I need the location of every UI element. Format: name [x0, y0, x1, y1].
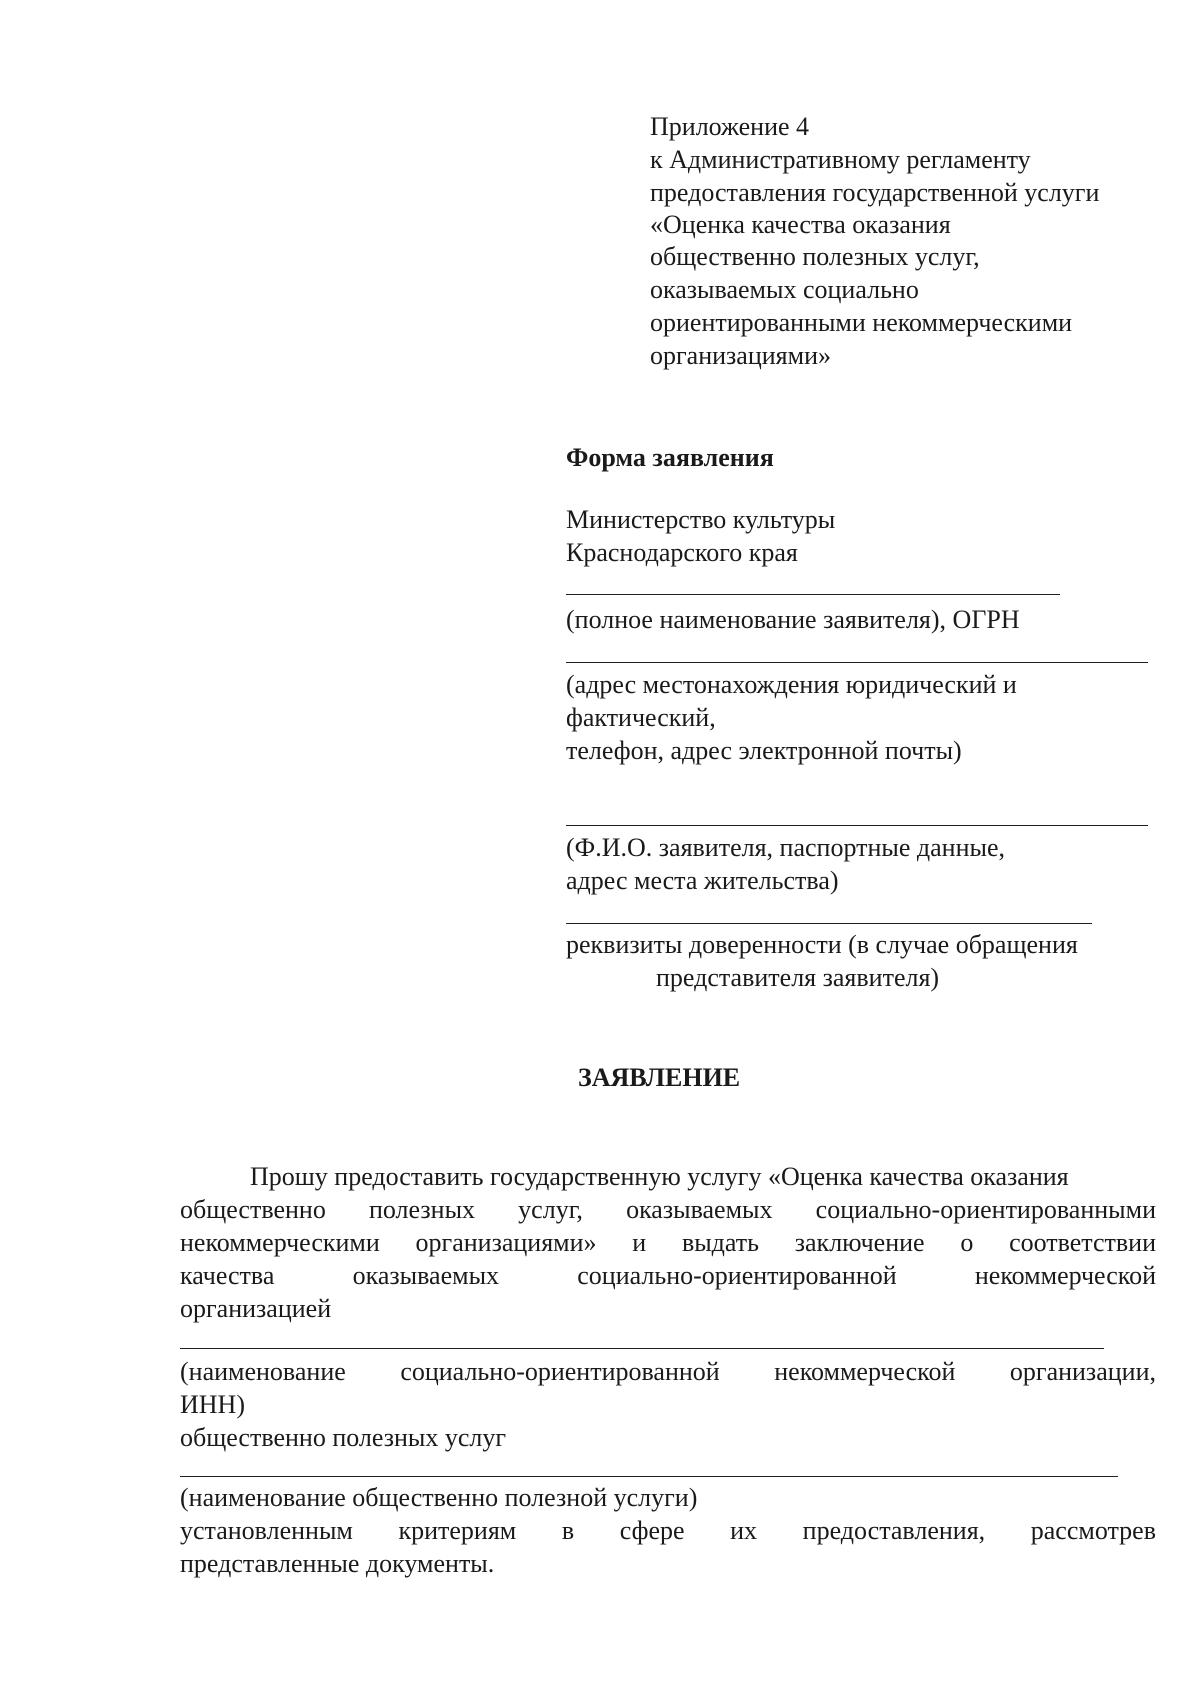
power-of-attorney-caption-line: представителя заявителя): [656, 963, 940, 992]
power-of-attorney-line[interactable]: [566, 923, 1092, 924]
organization-line[interactable]: [180, 1348, 1104, 1349]
statement-body-line: организацией: [180, 1294, 332, 1323]
applicant-name-caption: (полное наименование заявителя), ОГРН: [566, 605, 1020, 634]
appendix-line: организациями»: [650, 341, 831, 370]
closing-line: установленным критериям в сфере их предоставления, рассмотрев: [180, 1516, 1156, 1545]
address-caption-line: фактический,: [566, 703, 716, 732]
appendix-line: ориентированными некоммерческими: [650, 308, 1073, 337]
statement-body-line: качества оказываемых социально-ориентированной некоммерческой: [180, 1261, 1156, 1290]
person-line[interactable]: [566, 825, 1148, 826]
appendix-line: Приложение 4: [650, 112, 810, 141]
closing-line: представленные документы.: [180, 1549, 495, 1578]
organization-caption-line: (наименование социально-ориентированной некоммерческой организации,: [180, 1357, 1156, 1386]
statement-body-line: общественно полезных услуг, оказываемых социально-ориентированными: [180, 1195, 1156, 1224]
statement-heading: ЗАЯВЛЕНИЕ: [578, 1063, 741, 1092]
services-text: общественно полезных услуг: [180, 1423, 507, 1452]
address-line[interactable]: [566, 662, 1148, 663]
service-caption: (наименование общественно полезной услуги): [180, 1483, 698, 1512]
addressee-line: Министерство культуры: [566, 505, 836, 534]
service-line[interactable]: [180, 1476, 1118, 1477]
appendix-line: общественно полезных услуг,: [650, 242, 980, 271]
appendix-line: оказываемых социально: [650, 275, 919, 304]
applicant-name-line[interactable]: [566, 594, 1060, 595]
statement-body-line: некоммерческими организациями» и выдать заключение о соответствии: [180, 1228, 1156, 1257]
form-title: Форма заявления: [566, 443, 774, 472]
appendix-line: к Административному регламенту: [650, 145, 1031, 174]
person-caption-line: (Ф.И.О. заявителя, паспортные данные,: [566, 833, 1006, 862]
appendix-line: предоставления государственной услуги: [650, 178, 1100, 207]
organization-caption-line: ИНН): [180, 1390, 245, 1419]
address-caption-line: (адрес местонахождения юридический и: [566, 670, 1017, 699]
power-of-attorney-caption-line: реквизиты доверенности (в случае обращения: [566, 930, 1078, 959]
person-caption-line: адрес места жительства): [566, 866, 839, 895]
addressee-line: Краснодарского края: [566, 538, 798, 567]
appendix-line: «Оценка качества оказания: [650, 210, 951, 239]
statement-body-line: Прошу предоставить государственную услугу «Оценка качества оказания: [250, 1162, 1069, 1191]
address-caption-line: телефон, адрес электронной почты): [566, 736, 962, 765]
